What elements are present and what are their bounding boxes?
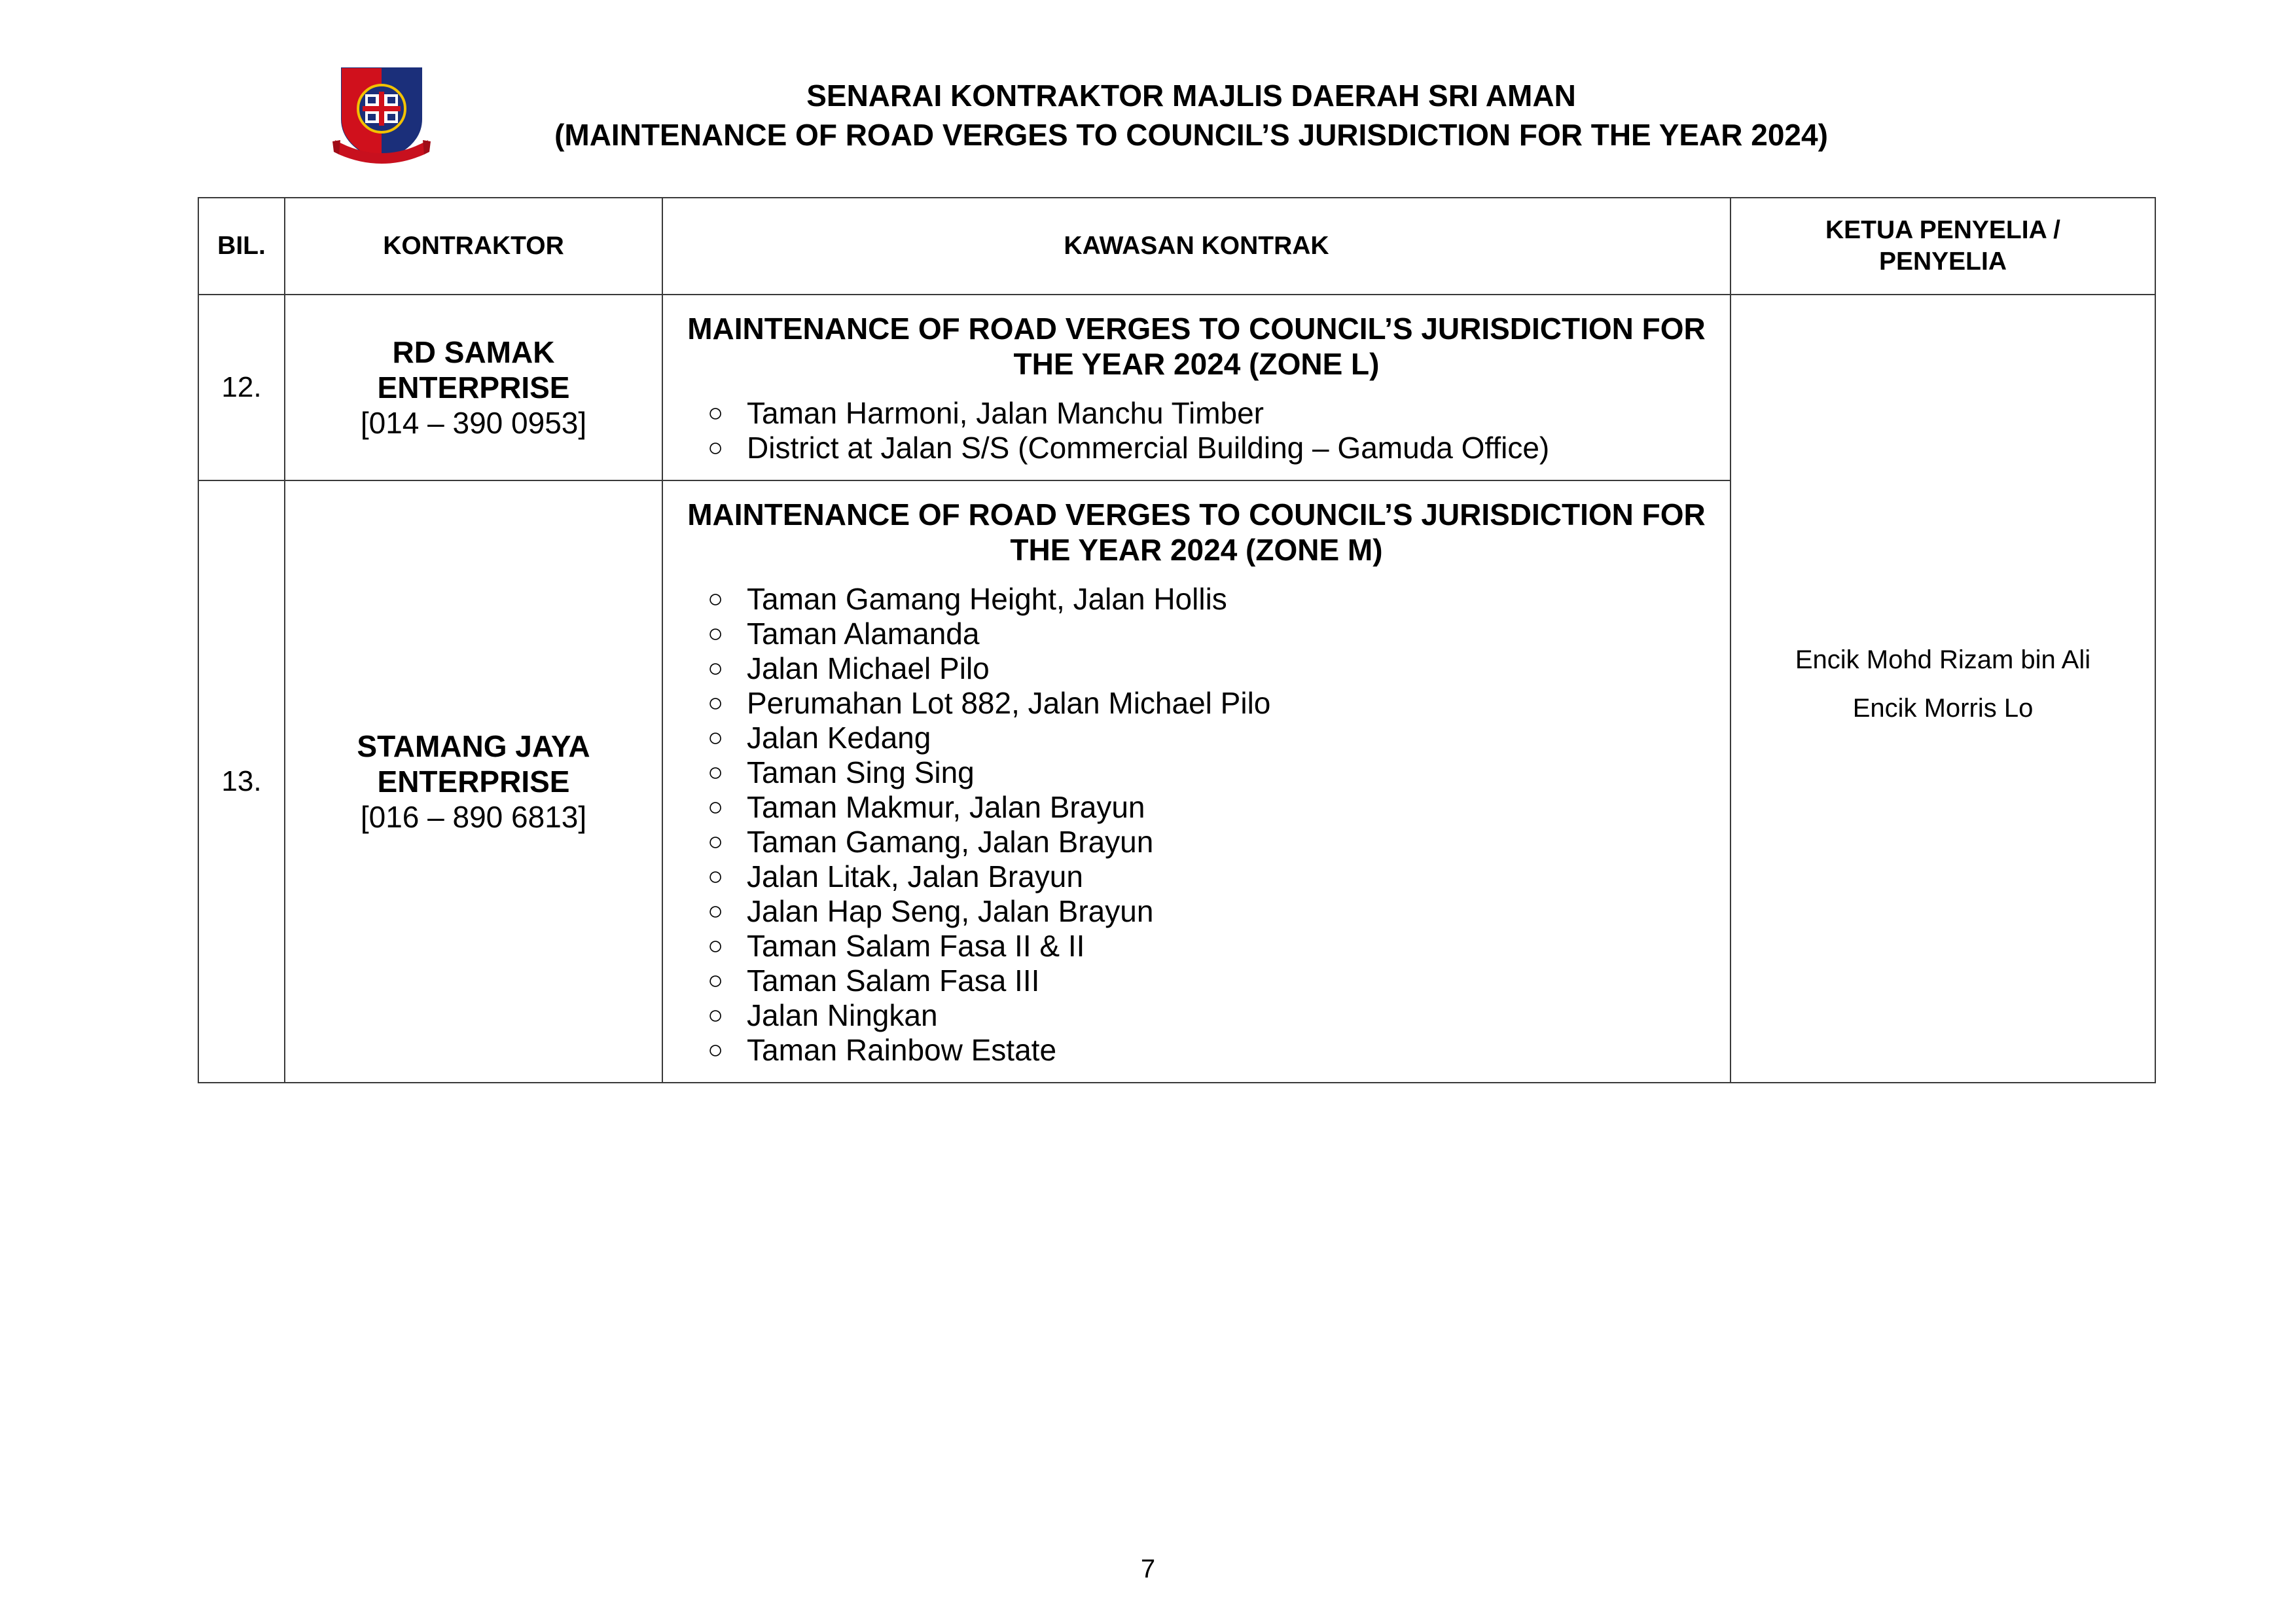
contractor-name-line-1: STAMANG JAYA <box>357 729 590 763</box>
header-penyelia-line-1: KETUA PENYELIA / <box>1825 216 2060 244</box>
hollow-circle-bullet-icon: ○ <box>708 723 724 752</box>
row-bil: 12. <box>198 295 285 480</box>
zone-title <box>685 497 1708 568</box>
header-kawasan-kontrak: KAWASAN KONTRAK <box>662 198 1731 295</box>
area-list-item <box>708 998 1708 1033</box>
area-name: District at Jalan S/S (Commercial Building – Gamuda Office) <box>747 431 1550 465</box>
contractor-phone: [014 – 390 0953] <box>360 406 587 440</box>
area-name: Jalan Litak, Jalan Brayun <box>747 859 1083 893</box>
supervisor-name: Encik Morris Lo <box>1852 694 2034 723</box>
title-line-2: (MAINTENANCE OF ROAD VERGES TO COUNCIL’S JURISDICTION FOR THE YEAR 2024) <box>554 118 1828 152</box>
area-list <box>685 582 1708 1068</box>
hollow-circle-bullet-icon: ○ <box>708 433 724 462</box>
area-name: Taman Gamang Height, Jalan Hollis <box>747 582 1227 616</box>
area-list-item <box>708 929 1708 964</box>
hollow-circle-bullet-icon: ○ <box>708 619 724 648</box>
area-list-item <box>708 859 1708 894</box>
area-list-item <box>708 755 1708 790</box>
title-line-1: SENARAI KONTRAKTOR MAJLIS DAERAH SRI AMAN <box>806 79 1576 113</box>
contractor-table <box>198 197 2156 1083</box>
contractor-name-line-2: ENTERPRISE <box>377 765 570 799</box>
hollow-circle-bullet-icon: ○ <box>708 931 724 960</box>
table-row <box>198 295 2155 480</box>
area-name: Jalan Michael Pilo <box>747 651 990 685</box>
zone-title-line-1: MAINTENANCE OF ROAD VERGES TO COUNCIL’S JURISDICTION FOR <box>687 497 1706 532</box>
contractor-cell <box>285 480 662 1083</box>
hollow-circle-bullet-icon: ○ <box>708 1036 724 1064</box>
page-number: 7 <box>1140 1555 1156 1583</box>
hollow-circle-bullet-icon: ○ <box>708 793 724 821</box>
hollow-circle-bullet-icon: ○ <box>708 827 724 856</box>
area-name: Perumahan Lot 882, Jalan Michael Pilo <box>747 686 1271 720</box>
area-list-item <box>708 825 1708 859</box>
area-name: Jalan Hap Seng, Jalan Brayun <box>747 894 1154 928</box>
area-name: Jalan Kedang <box>747 721 931 755</box>
hollow-circle-bullet-icon: ○ <box>708 585 724 613</box>
hollow-circle-bullet-icon: ○ <box>708 1001 724 1030</box>
area-name: Taman Rainbow Estate <box>747 1033 1057 1067</box>
contract-area-cell <box>662 480 1731 1083</box>
area-list-item <box>708 582 1708 617</box>
zone-title-line-2: THE YEAR 2024 (ZONE L) <box>1013 347 1380 381</box>
area-name: Taman Salam Fasa II & II <box>747 929 1085 963</box>
header-bil: BIL. <box>198 198 285 295</box>
hollow-circle-bullet-icon: ○ <box>708 399 724 427</box>
area-list-item <box>708 964 1708 998</box>
supervisor-name: Encik Mohd Rizam bin Ali <box>1795 645 2091 674</box>
hollow-circle-bullet-icon: ○ <box>708 758 724 787</box>
document-title <box>340 76 2042 154</box>
area-list-item <box>708 396 1708 431</box>
area-list-item <box>708 651 1708 686</box>
contractor-name-line-1: RD SAMAK <box>392 335 555 369</box>
hollow-circle-bullet-icon: ○ <box>708 689 724 717</box>
zone-title-line-1: MAINTENANCE OF ROAD VERGES TO COUNCIL’S JURISDICTION FOR <box>687 312 1706 346</box>
zone-title-line-2: THE YEAR 2024 (ZONE M) <box>1010 533 1383 567</box>
area-name: Jalan Ningkan <box>747 998 938 1032</box>
area-name: Taman Alamanda <box>747 617 980 651</box>
row-bil: 13. <box>198 480 285 1083</box>
area-list-item <box>708 1033 1708 1068</box>
contractor-cell <box>285 295 662 480</box>
area-name: Taman Makmur, Jalan Brayun <box>747 790 1145 824</box>
area-list <box>685 396 1708 465</box>
contractor-name-line-2: ENTERPRISE <box>377 370 570 405</box>
area-list-item <box>708 721 1708 755</box>
hollow-circle-bullet-icon: ○ <box>708 654 724 683</box>
area-name: Taman Salam Fasa III <box>747 964 1040 998</box>
area-name: Taman Harmoni, Jalan Manchu Timber <box>747 396 1264 430</box>
area-list-item <box>708 617 1708 651</box>
hollow-circle-bullet-icon: ○ <box>708 966 724 995</box>
contractor-phone: [016 – 890 6813] <box>360 800 587 834</box>
header-penyelia-line-2: PENYELIA <box>1878 247 2007 276</box>
hollow-circle-bullet-icon: ○ <box>708 897 724 926</box>
area-name: Taman Sing Sing <box>747 755 975 789</box>
contract-area-cell <box>662 295 1731 480</box>
area-list-item <box>708 790 1708 825</box>
area-name: Taman Gamang, Jalan Brayun <box>747 825 1154 859</box>
table-header-row <box>198 198 2155 295</box>
zone-title <box>685 311 1708 382</box>
supervisor-cell <box>1731 295 2155 1083</box>
area-list-item <box>708 431 1708 465</box>
area-list-item <box>708 686 1708 721</box>
area-list-item <box>708 894 1708 929</box>
header-ketua-penyelia <box>1731 198 2155 295</box>
hollow-circle-bullet-icon: ○ <box>708 862 724 891</box>
header-kontraktor: KONTRAKTOR <box>285 198 662 295</box>
